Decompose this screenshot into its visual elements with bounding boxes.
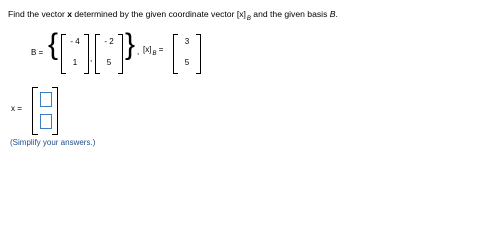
coord-label xyxy=(143,45,164,57)
answer-vector xyxy=(32,87,58,133)
coord-vector-bottom: 5 xyxy=(184,58,190,67)
answer-input-top[interactable] xyxy=(40,92,52,107)
prompt-text-1: Find the vector xyxy=(8,9,68,19)
given-equation xyxy=(31,30,231,76)
basis-vector-1-top: - 4 xyxy=(70,37,80,46)
basis-separator-comma: , xyxy=(90,54,93,63)
prompt-text-2: determined by the given coordinate vector xyxy=(72,9,237,19)
coord-label-equals: = xyxy=(158,45,164,54)
answer-area xyxy=(11,86,71,136)
basis-vector-2-top: - 2 xyxy=(104,37,114,46)
prompt-period: . xyxy=(335,9,338,19)
set-open-brace: { xyxy=(48,28,59,61)
prompt-coord-subscript: B xyxy=(246,16,251,22)
equation-comma: , xyxy=(137,47,140,56)
coord-vector xyxy=(173,34,201,72)
prompt-x-bold: x xyxy=(67,9,73,19)
answer-label: x = xyxy=(11,104,22,113)
prompt-coord-notation: [x] xyxy=(236,9,246,19)
basis-vector-1-bottom: 1 xyxy=(72,58,78,67)
bracket-left xyxy=(32,87,38,135)
basis-vector-2 xyxy=(95,34,123,72)
bracket-right xyxy=(52,87,58,135)
basis-vector-1 xyxy=(61,34,89,72)
basis-vector-2-bottom: 5 xyxy=(106,58,112,67)
simplify-hint: (Simplify your answers.) xyxy=(10,138,96,147)
basis-label: B = xyxy=(31,48,44,57)
set-close-brace: } xyxy=(125,28,136,61)
coord-vector-top: 3 xyxy=(184,37,190,46)
coord-label-subscript: B xyxy=(152,51,157,57)
question-prompt xyxy=(8,9,338,22)
prompt-basis-symbol: B xyxy=(329,9,336,19)
coord-label-main: [x] xyxy=(143,45,152,54)
answer-input-bottom[interactable] xyxy=(40,114,52,129)
prompt-text-3: and the given basis xyxy=(250,9,330,19)
